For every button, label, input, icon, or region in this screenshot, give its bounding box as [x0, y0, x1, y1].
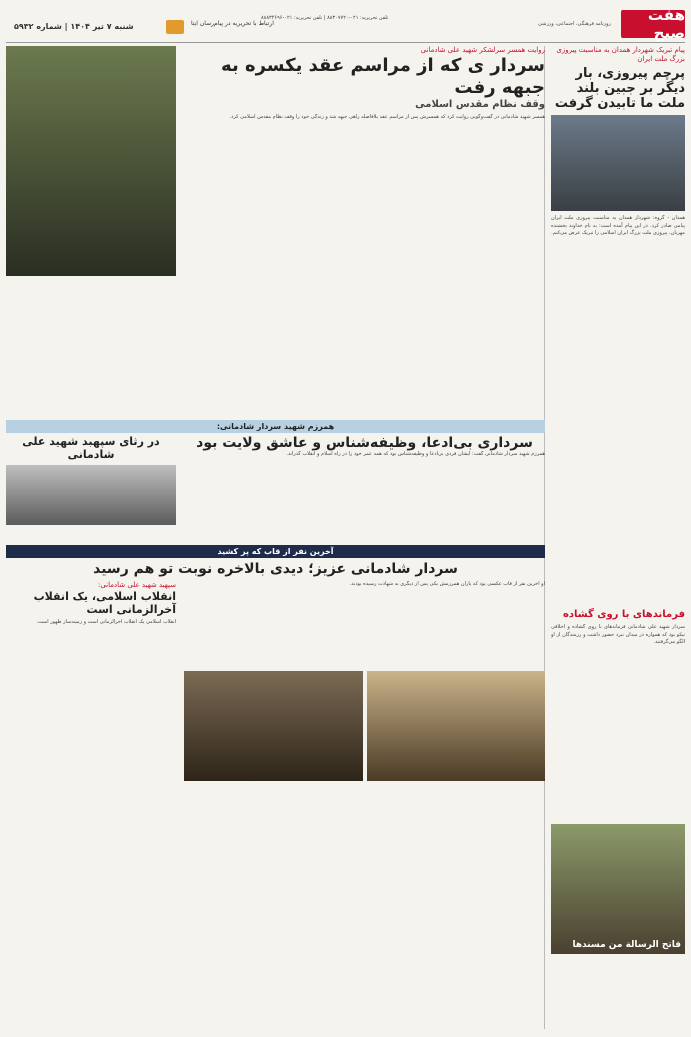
top-subtitle: وقف نظام مقدس اسلامی	[415, 99, 545, 110]
box-body: انقلاب اسلامی یک انقلاب آخرالزمانی است و زمینه‌ساز ظهور است.	[36, 619, 176, 625]
sidebar-body: همدان - گروه: شهردار همدان به مناسبت پیروزی ملت ایران پیامی صادر کرد. در این پیام آمده است: به نام خداوند بخشنده مهربان، پیروزی ملت بزرگ ایران اسلامی را تبریک عرض می‌کنم.	[551, 215, 685, 236]
band-1-text: همرزم شهید سردار شادمانی:	[216, 422, 335, 431]
banner-photo	[551, 824, 685, 954]
logo: هفت صبح	[621, 10, 685, 38]
group-photo-2	[184, 671, 363, 781]
portrait-photo	[6, 465, 176, 525]
sidebar-title[interactable]: پرچم پیروزی، بار دیگر بر جبین بلند ملت ما تابیدن گرفت	[554, 66, 685, 111]
top-kicker: روایت همسر سرلشکر شهید علی شادمانی	[420, 46, 545, 54]
band-2	[6, 545, 545, 558]
mayor-photo	[551, 115, 685, 211]
box-kicker: سپهبد شهید علی شادمانی:	[97, 581, 176, 589]
band-2-text: آخرین نفر از قاب که پر کشید	[217, 547, 334, 556]
sidebar-kicker: پیام تبریک شهردار همدان به مناسبت پیروزی بزرگ ملت ایران	[556, 46, 685, 63]
masthead	[6, 6, 685, 43]
sidebar-section-body: سردار شهید علی شادمانی فرماندهای با روی گشاده و اخلاقی نیکو بود که همواره در میدان نبرد حضور داشت و رزمندگان از او الگو می‌گرفتند.	[551, 624, 685, 645]
sidebar-section-title[interactable]: فرماندهای با روی گشاده	[563, 609, 685, 620]
ad-text[interactable]: ارتباط با تحریریه در پیام‌رسان ایتا	[191, 20, 274, 27]
middle-body: همرزم شهید سردار شادمانی گفت: ایشان فردی بی‌ادعا و وظیفه‌شناس بود که همه عمر خود را در راه اسلام و انقلاب گذراند.	[286, 451, 545, 457]
box-title[interactable]: انقلاب اسلامی، یک انقلاب آخرالزمانی است	[33, 590, 176, 616]
bottom-title[interactable]: سردار شادمانی عزیز؛ دیدی بالاخره نوبت تو هم رسید	[93, 561, 458, 577]
eitaa-icon	[166, 20, 184, 34]
issue-date: شنبه ۷ تیر ۱۴۰۴ | شماره ۵۹۳۲	[14, 22, 134, 31]
contact-info: تلفن تحریریه: ۰۲۱-۸۸۳۰۷۷۲۰ | تلفن تحریریه: ۰۲۱-۸۸۸۳۴۶۹۶	[261, 15, 389, 21]
band-1	[6, 420, 545, 433]
side-title[interactable]: در رثای سپهبد شهید علی شادمانی	[22, 435, 160, 461]
widow-photo	[6, 46, 176, 276]
top-body: همسر شهید شادمانی در گفت‌وگویی روایت کرد که همسرش پس از مراسم عقد بلافاصله راهی جبهه شد و زندگی خود را وقف نظام مقدس اسلامی کرد.	[229, 114, 545, 120]
banner-text: فاتح الرسالة من مسندها	[572, 940, 681, 950]
top-title[interactable]: سردار ی که از مراسم عقد یکسره به جبهه رفت	[221, 55, 545, 98]
main-content	[6, 46, 545, 1029]
middle-title[interactable]: سرداری بی‌ادعا، وظیفه‌شناس و عاشق ولایت بود	[196, 435, 533, 451]
bottom-body: او آخرین نفر از قاب عکسی بود که یاران همرزمش یکی پس از دیگری به شهادت رسیده بودند.	[349, 581, 545, 587]
publisher-info: روزنامه فرهنگی، اجتماعی، ورزشی	[538, 20, 611, 27]
sidebar	[544, 46, 685, 1029]
group-photo-1	[367, 671, 546, 781]
